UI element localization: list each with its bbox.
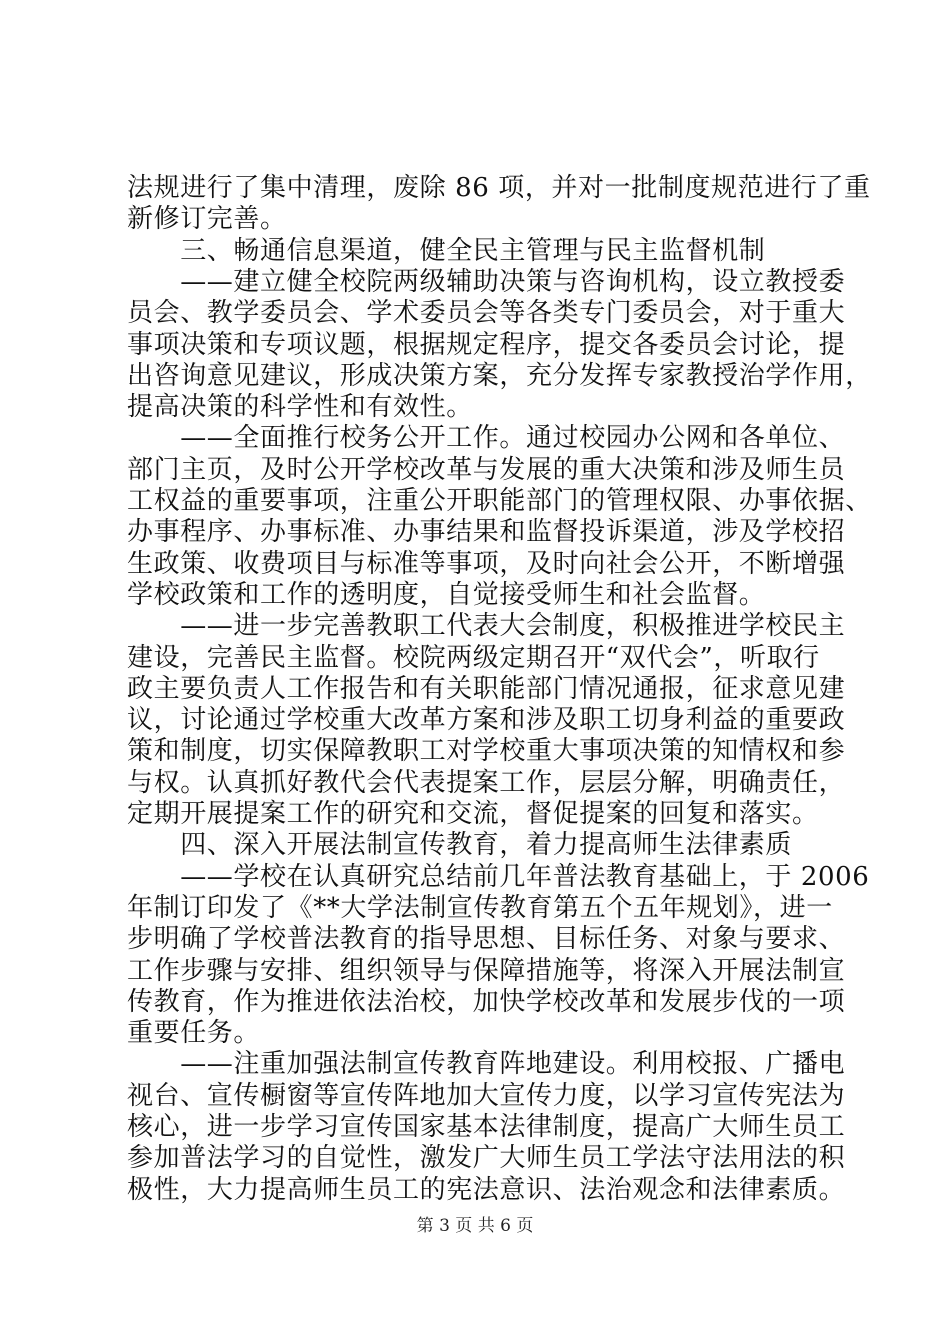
body-line: 员会、教学委员会、学术委员会等各类专门委员会，对于重大 (127, 298, 846, 328)
body-line: 学校政策和工作的透明度，自觉接受师生和社会监督。 (127, 580, 766, 610)
body-line: 工权益的重要事项，注重公开职能部门的管理权限、办事依据、 (127, 486, 872, 516)
body-line: 传教育，作为推进依法治校，加快学校改革和发展步伐的一项 (127, 987, 846, 1017)
body-line: 定期开展提案工作的研究和交流，督促提案的回复和落实。 (127, 799, 819, 829)
body-line: 法规进行了集中清理，废除 86 项，并对一批制度规范进行了重 (127, 173, 871, 203)
body-line: 议，讨论通过学校重大改革方案和涉及职工切身利益的重要政 (127, 705, 846, 735)
section-heading: 四、深入开展法制宣传教育，着力提高师生法律素质 (127, 830, 793, 860)
body-line: 办事程序、办事标准、办事结果和监督投诉渠道，涉及学校招 (127, 517, 846, 547)
body-line: 事项决策和专项议题，根据规定程序，提交各委员会讨论，提 (127, 330, 846, 360)
body-line: ——进一步完善教职工代表大会制度，积极推进学校民主 (127, 611, 846, 641)
body-line: 提高决策的科学性和有效性。 (127, 392, 473, 422)
body-line: 参加普法学习的自觉性，激发广大师生员工学法守法用法的积 (127, 1143, 846, 1173)
body-line: 出咨询意见建议，形成决策方案，充分发挥专家教授治学作用， (127, 361, 872, 391)
body-line: ——建立健全校院两级辅助决策与咨询机构，设立教授委 (127, 267, 846, 297)
body-line: 极性，大力提高师生员工的宪法意识、法治观念和法律素质。 (127, 1175, 846, 1205)
body-line: 工作步骤与安排、组织领导与保障措施等，将深入开展法制宣 (127, 956, 846, 986)
body-line: 策和制度，切实保障教职工对学校重大事项决策的知情权和参 (127, 736, 846, 766)
body-line: 视台、宣传橱窗等宣传阵地加大宣传力度，以学习宣传宪法为 (127, 1081, 846, 1111)
body-line: ——注重加强法制宣传教育阵地建设。利用校报、广播电 (127, 1049, 846, 1079)
body-line: 核心，进一步学习宣传国家基本法律制度，提高广大师生员工 (127, 1112, 846, 1142)
body-line: ——学校在认真研究总结前几年普法教育基础上，于 2006 (127, 862, 870, 892)
page-footer: 第 3 页 共 6 页 (416, 1216, 534, 1236)
body-line: 年制订印发了《**大学法制宣传教育第五个五年规划》，进一 (127, 893, 833, 923)
body-line: 新修订完善。 (127, 204, 287, 234)
body-line: ——全面推行校务公开工作。通过校园办公网和各单位、 (127, 423, 846, 453)
body-line: 生政策、收费项目与标准等事项，及时向社会公开，不断增强 (127, 549, 846, 579)
body-line: 步明确了学校普法教育的指导思想、目标任务、对象与要求、 (127, 924, 846, 954)
body-line: 与权。认真抓好教代会代表提案工作，层层分解，明确责任， (127, 768, 846, 798)
body-line: 重要任务。 (127, 1018, 261, 1048)
body-line: 政主要负责人工作报告和有关职能部门情况通报，征求意见建 (127, 674, 846, 704)
section-heading: 三、畅通信息渠道，健全民主管理与民主监督机制 (127, 236, 766, 266)
body-line: 建设，完善民主监督。校院两级定期召开“双代会”，听取行 (127, 643, 820, 673)
body-line: 部门主页，及时公开学校改革与发展的重大决策和涉及师生员 (127, 455, 846, 485)
